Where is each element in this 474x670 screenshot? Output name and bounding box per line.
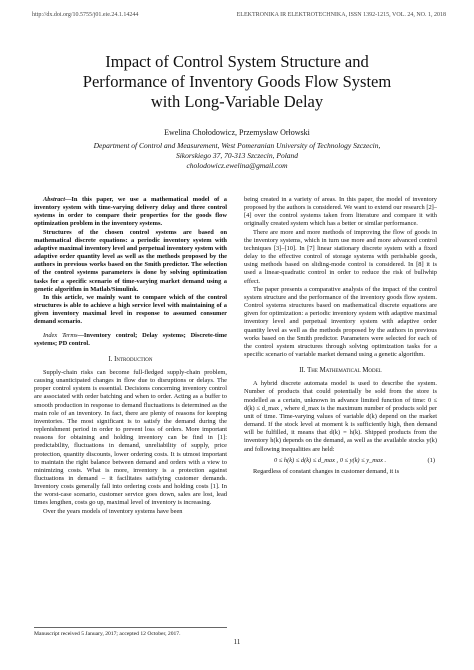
doi-link[interactable]: http://dx.doi.org/10.5755/j01.eie.24.1.14244: [32, 12, 139, 18]
page-number: 11: [233, 638, 241, 646]
abstract-p2: Structures of the chosen control systems are based on mathematical discrete equations: a periodic inventory system with adaptive maximal inventory level and perpetual inventory system with adaptive order quantity level as well as the methods proposed by the authors in previous works based on the Smith predictor. The selection of the control systems parameters is done by solving optimization tasks for a specific scenario of time-varying market demand using a genetic algorithm in Matlab/Simulink.: [34, 228, 227, 293]
title-line: with Long-Variable Delay: [150, 92, 324, 111]
abstract-p1: Abstract—In this paper, we use a mathematical model of a inventory system with time-varying delivery delay and three control systems in order to compare their properties for the goods flow optimization problem in the inventory systems.: [34, 196, 227, 228]
intro-paragraph-1: Supply-chain risks can become full-fledged supply-chain problem, causing unanticipated changes in flow due to disruptions or delays. The proper control system is essential. Decisions concerning inventory control are associated with order batching and when to order. Acting as a buffer to smooth production in response to demand fluctuations is determined as the main role of an inventory. In fact, there are plenty of reasons for keeping inventories. The most significant is to satisfy the demand during the replenishment period in order to prevent loss of orders. More important reasons for obtaining and holding inventory can be find in [1]: predictability, fluctuations in demand, unreliability of supply, price protection, quantity discounts, lower ordering costs. It is utmost important to maintain the right balance between demand and orders with a view to minimizing costs. What is more, inventory is a protection against fluctuations in demand – it facilitates satisfying customer demands. Inventory costs generally fall into ordering costs and holding costs [1]. In the worst-case scenario, customer service goes down, sales are lost, lead times lengthen, costs go up, maximal level of inventory is increasing.: [34, 368, 227, 507]
index-terms: Index Terms—Inventory control; Delay systems; Discrete-time systems; PD control.: [34, 331, 227, 347]
equation-body: 0 ≤ h(k) ≤ d(k) ≤ d_max , 0 ≤ y(k) ≤ y_max .: [274, 456, 387, 464]
journal-info: ELEKTRONIKA IR ELEKTROTECHNIKA, ISSN 1392-1215, VOL. 24, NO. 1, 2018: [236, 12, 446, 18]
affiliation: [60, 141, 414, 171]
authors: Ewelina Chołodowicz, Przemysław Orłowski: [164, 128, 310, 137]
equation-1: [244, 454, 437, 468]
equation-number: (1): [427, 456, 435, 464]
running-header: [32, 12, 446, 18]
abstract-label: Abstract: [43, 196, 66, 203]
model-paragraph-1: A hybrid discrete automata model is used to describe the system. Number of products that could potentially be sold from the store is modelled as a certain, unknown in advance limited function of time: 0 ≤ d(k) ≤ d_max , where d_max is the maximum number of products sold per unit of time. Time-varying values of variable d(k) depend on the market demand. If the stock level at moment k is sufficiently high, then demand will be fulfilled, it means that d(k) = h(k). Shipped products from the inventory h(k) depends on the demand, as well as the available stocks y(k) and following inequalities are held:: [244, 380, 437, 453]
model-paragraph-2: Regardless of constant changes in customer demand, it is: [253, 467, 400, 475]
title-line: Impact of Control System Structure and: [105, 52, 369, 71]
intro-paragraph-2: Over the years models of inventory systems have been: [43, 507, 183, 515]
left-column: [34, 196, 227, 516]
paper-title: [40, 52, 434, 112]
intro-paragraph-4: There are more and more methods of improving the flow of goods in the inventory systems, which in turn use more and more advanced control techniques [3]–[10]. In [7] linear stationary discrete system with a fixed delay to the effective control of storage systems with perishable goods, using methods based on sliding-mode control is considered. In [8] it is used a linear-quadratic control in order to reduce the risk of bullwhip effect.: [244, 228, 437, 285]
affiliation-line: Sikorskiego 37, 70-313 Szczecin, Poland: [175, 151, 299, 160]
right-column: [244, 196, 437, 476]
section-heading-introduction: I. Introduction: [108, 355, 153, 363]
abstract-p3: In this article, we mainly want to compare which of the control structures is able to achieve a high service level with maintaining of a given inventory maximal level in response to assumed consumer demand scenario.: [34, 293, 227, 326]
intro-paragraph-3: being created in a variety of areas. In this paper, the model of inventory proposed by the authors is considered. We want to extend our research [2]–[4] over the control systems taken from literature and compare it with originally created system which has a better or similar performance.: [244, 196, 437, 228]
section-heading-model: II. The Mathematical Model: [299, 367, 382, 375]
intro-paragraph-5: The paper presents a comparative analysis of the impact of the control system structure and the performance of the inventory goods flow system. Control systems structures based on mathematical discrete equations are given for optimization: a periodic inventory system with adaptive maximal inventory level and perpetual inventory system with adaptive order quantity level as well as the methods proposed by the authors in previous works based on the Smith predictor. Parameters were selected for each of the control system structures through solving optimization tasks for a specific scenario of variable market demand using a genetic algorithm.: [244, 285, 437, 358]
affiliation-line: Department of Control and Measurement, West Pomeranian University of Technology Szczecin,: [93, 141, 381, 150]
index-terms-label: Index Terms: [43, 331, 78, 339]
author-email[interactable]: cholodowicz.ewelina@gmail.com: [186, 161, 288, 170]
title-line: Performance of Inventory Goods Flow System: [82, 72, 392, 91]
manuscript-footnote: Manuscript received 5 January, 2017; accepted 12 October, 2017.: [34, 627, 227, 637]
